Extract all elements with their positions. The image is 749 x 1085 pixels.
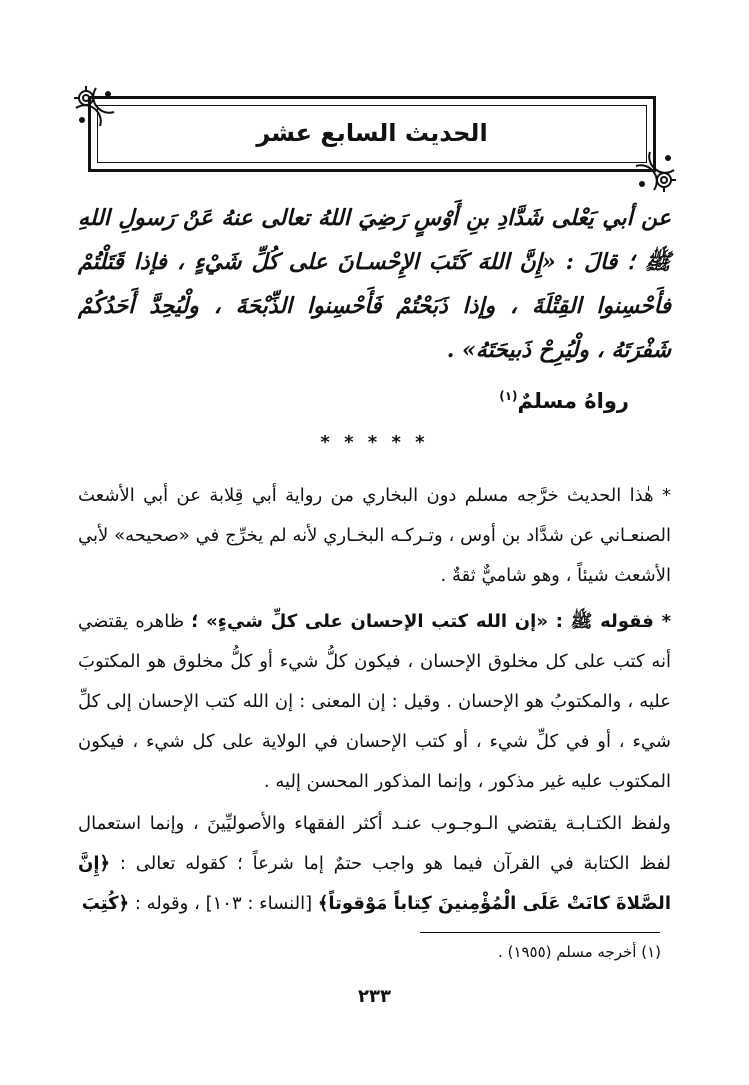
hadith-text: عن أبي يَعْلى شَدَّادِ بنِ أَوْسٍ رَضِيَ اللهُ تعالى عنهُ عَنْ رَسولِ اللهِ ﷺ ؛ قالَ : «إِنَّ اللهَ كَتَبَ الإِحْسـانَ على كُلِّ شَيْءٍ ، فإذا قَتَلْتُمْ فأَحْسِنوا القِتْلَةَ ، وإذا ذَبَحْتُمْ فَأَحْسِنوا الذِّبْحَةَ ، ولْيُحِدَّ أَحَدُكُمْ شَفْرَتَهُ ، ولْيُرِحْ ذَبيحَتَهُ» . bbox=[78, 205, 671, 363]
commentary-paragraph: * هٰذا الحديث خرَّجه مسلم دون البخاري من رواية أبي قِلابة عن أبي الأشعث الصنعـاني عن شدَّاد بن أوس ، وتـركـه البخـاري لأنه لم يخرِّج في «صحيحه» لأبي الأشعث شيئاً ، وهو شاميٌّ ثقةٌ . bbox=[78, 485, 671, 586]
quran-verse: ﴿كُتِبَ bbox=[81, 893, 130, 914]
paragraph-body: ظاهره يقتضي أنه كتب على كل مخلوق الإحسان ، فيكون كلُّ شيء أو كلُّ مخلوق هو المكتوبَ عليه ، والمكتوبُ هو الإحسان . وقيل : إن المعنى : إن الله كتب الإحسان إلى كلِّ شيء ، أو في كلِّ شيء ، أو كتب الإحسان في الولاية على كل شيء ، فيكون المكتوب عليه غير مذكور ، وإنما المذكور المحسن إليه . bbox=[78, 611, 671, 792]
page-number: ٢٣٣ bbox=[358, 986, 391, 1007]
footnote: (١) أخرجه مسلم (١٩٥٥) . bbox=[498, 943, 661, 961]
paragraph-body: ولفظ الكتـابـة يقتضي الـوجـوب عنـد أكثر الفقهاء والأصوليِّينَ ، وإنما استعمال لفظ الكتابة في القرآن فيما هو واجب حتمٌ إما شرعاً ؛ كقوله تعالى : bbox=[78, 813, 671, 874]
chapter-title: الحديث السابع عشر bbox=[256, 119, 488, 147]
quran-verse: ﴿إِنَّ الصَّلاةَ كانَتْ عَلَى الْمُؤْمِنينَ كِتاباً مَوْقوتاً﴾ bbox=[78, 853, 671, 914]
paragraph-lead: * فقوله ﷺ : «إن الله كتب الإحسان على كلِّ شيءٍ» ؛ bbox=[191, 611, 671, 632]
section-separator: * * * * * bbox=[320, 432, 429, 453]
footnote-divider bbox=[420, 932, 660, 933]
riwaya bbox=[78, 378, 629, 419]
footnote-ref[interactable]: (١) bbox=[499, 389, 518, 403]
commentary-paragraph bbox=[78, 602, 671, 802]
commentary-paragraph bbox=[78, 804, 671, 924]
riwaya-text: رواهُ مسلمٌ bbox=[517, 389, 629, 413]
title-frame bbox=[88, 96, 656, 172]
verse-reference: [النساء : ١٠٣] ، وقوله : bbox=[129, 893, 318, 914]
